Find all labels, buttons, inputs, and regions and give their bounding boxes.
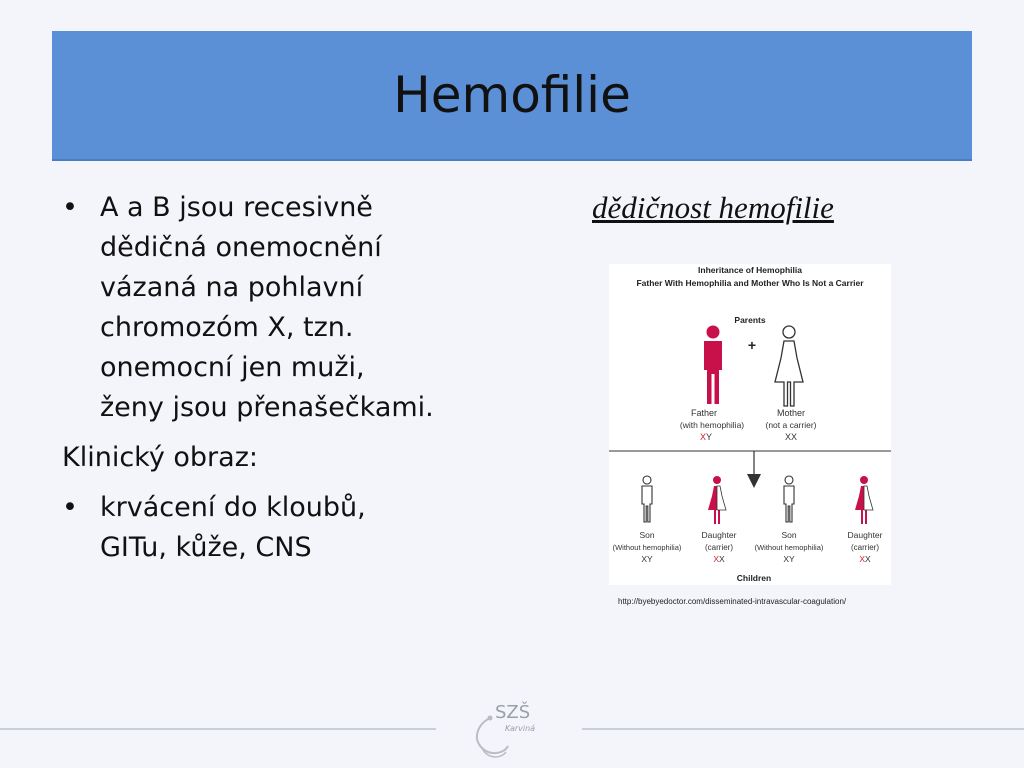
arrow-down-icon bbox=[747, 474, 761, 488]
mother-sub: (not a carrier) bbox=[765, 420, 817, 430]
clinical-picture-label: Klinický obraz: bbox=[62, 442, 258, 473]
bullet-line: ženy jsou přenašečkami. bbox=[100, 392, 434, 423]
mother-label: Mother bbox=[776, 408, 806, 418]
father-label: Father bbox=[690, 408, 718, 418]
bullet-line: krvácení do kloubů, bbox=[100, 492, 366, 523]
child-4-sub: (carrier) bbox=[851, 543, 879, 552]
slide-title: Hemofilie bbox=[393, 66, 631, 124]
inheritance-diagram-svg bbox=[609, 264, 891, 585]
child-2-sub: (carrier) bbox=[705, 543, 733, 552]
logo-subtext: Karviná bbox=[505, 724, 536, 733]
child-4-genotype-x2: X bbox=[865, 554, 871, 564]
bullet-line: dědičná onemocnění bbox=[100, 232, 382, 263]
bullet-line: vázaná na pohlavní bbox=[100, 272, 364, 303]
bullet-dot: • bbox=[62, 192, 78, 223]
title-bar bbox=[52, 31, 972, 161]
child-2-genotype-x2: X bbox=[719, 554, 725, 564]
mother-genotype: XX bbox=[784, 432, 798, 442]
child-4-genotype-x1: X bbox=[859, 554, 865, 564]
children-label: Children bbox=[736, 573, 772, 583]
child-2-label: Daughter bbox=[701, 530, 737, 540]
footer-divider-right bbox=[582, 728, 1024, 730]
child-3-sub: (Without hemophilia) bbox=[754, 543, 824, 552]
child-1-genotype: XY bbox=[641, 554, 653, 564]
child-4-label: Daughter bbox=[847, 530, 883, 540]
plus-sign: + bbox=[747, 337, 757, 353]
daughter-carrier-figure-icon bbox=[708, 476, 726, 524]
bullet-item-bleeding bbox=[60, 488, 540, 568]
parents-label: Parents bbox=[734, 315, 766, 325]
son-figure-icon bbox=[784, 476, 794, 522]
diagram-subtitle: Father With Hemophilia and Mother Who Is Not a Carrier bbox=[636, 278, 864, 288]
logo-text: SZŠ bbox=[495, 702, 531, 723]
bullet-item-inheritance bbox=[60, 188, 540, 428]
footer-divider-left bbox=[0, 728, 436, 730]
child-1-label: Son bbox=[639, 530, 655, 540]
content-left bbox=[60, 188, 540, 578]
bullet-dot: • bbox=[62, 492, 78, 523]
inheritance-diagram bbox=[609, 264, 891, 585]
son-figure-icon bbox=[642, 476, 652, 522]
daughter-carrier-figure-icon bbox=[855, 476, 873, 524]
bullet-line: GITu, kůže, CNS bbox=[100, 532, 312, 563]
child-2-genotype-x1: X bbox=[713, 554, 719, 564]
child-3-genotype: XY bbox=[783, 554, 795, 564]
father-figure-icon bbox=[704, 326, 722, 405]
father-genotype-x: X bbox=[699, 432, 706, 442]
source-url[interactable]: http://byebyedoctor.com/disseminated-intravascular-coagulation/ bbox=[618, 597, 847, 606]
bullet-line: chromozóm X, tzn. bbox=[100, 312, 354, 343]
inheritance-link[interactable]: dědičnost hemofilie bbox=[592, 190, 834, 225]
father-genotype-y: Y bbox=[706, 432, 713, 442]
father-sub: (with hemophilia) bbox=[679, 420, 745, 430]
child-1-sub: (Without hemophilia) bbox=[612, 543, 682, 552]
mother-figure-icon bbox=[775, 326, 803, 406]
bullet-line: onemocní jen muži, bbox=[100, 352, 365, 383]
child-3-label: Son bbox=[781, 530, 797, 540]
bullet-line: A a B jsou recesivně bbox=[100, 192, 373, 223]
diagram-title: Inheritance of Hemophilia bbox=[698, 265, 802, 275]
